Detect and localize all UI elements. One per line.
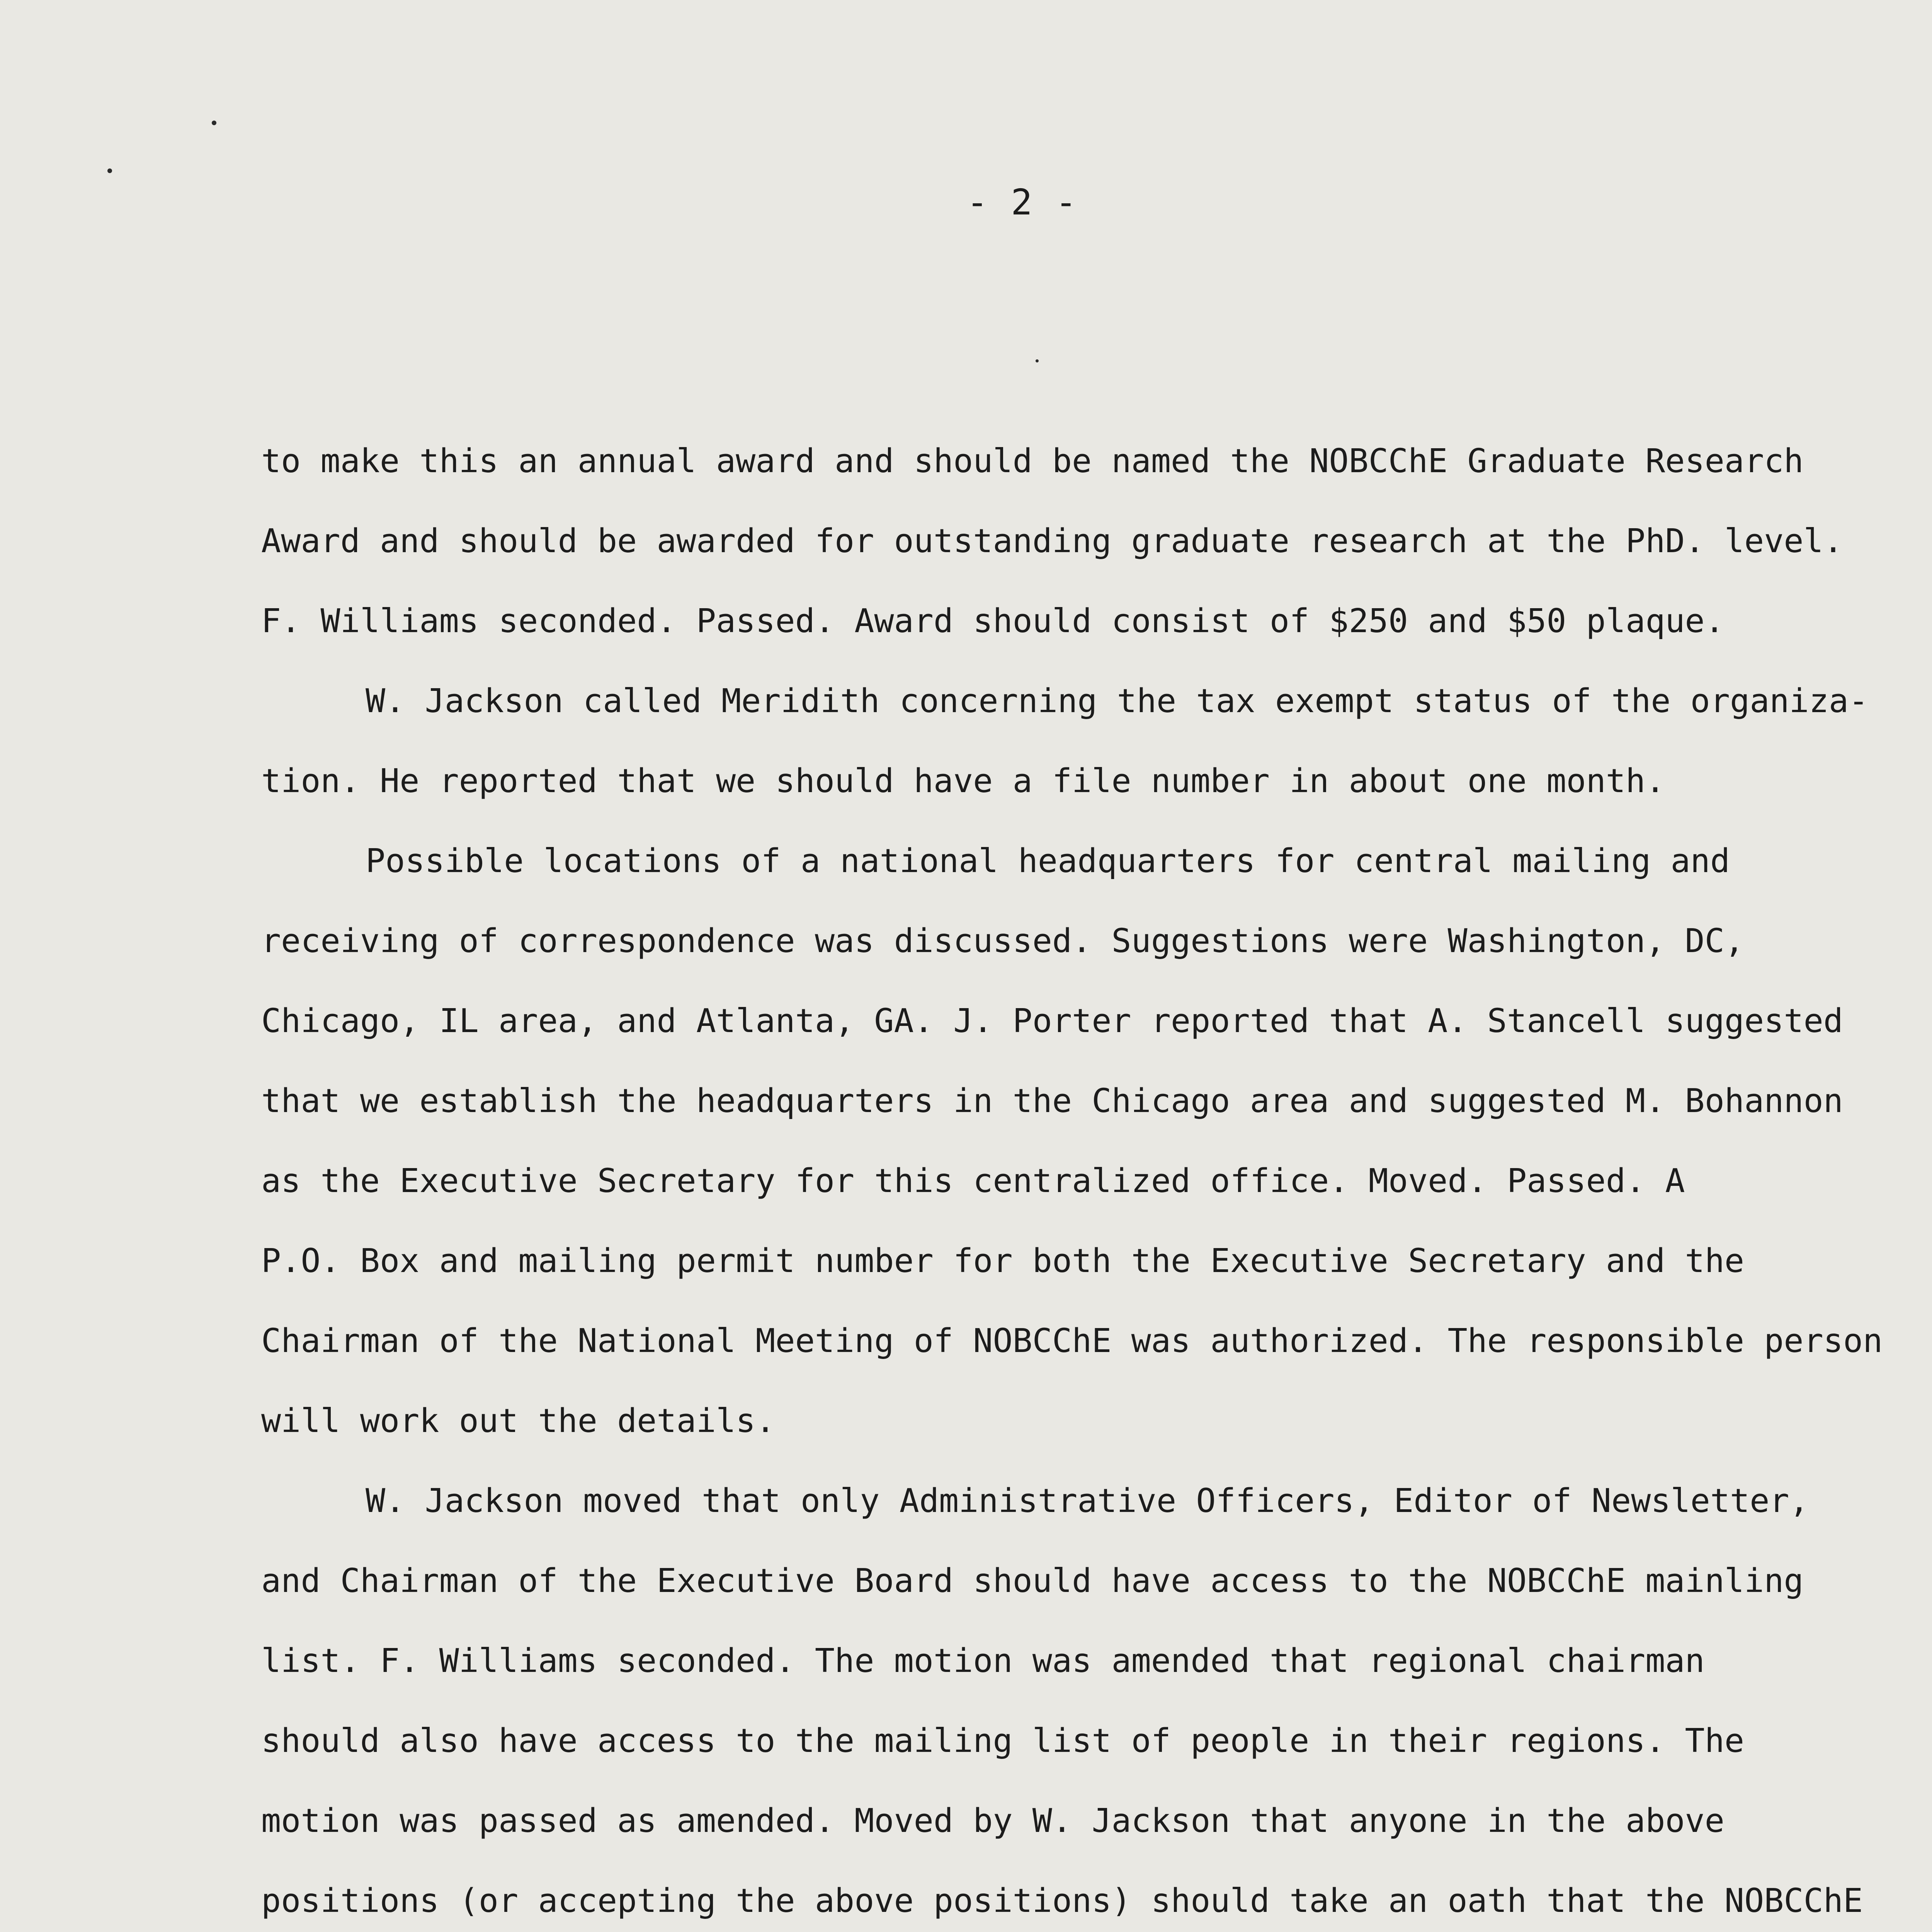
- paragraph-award: to make this an annual award and should be named the NOBCChE Graduate Research Award and should be awarded for outstanding graduate research at the PhD. level. F. Williams seconded. Passed. Award should consist of $250 and $50 plaque.: [261, 442, 1843, 640]
- paragraph-mailing-list: W. Jackson moved that only Administrative Officers, Editor of Newsletter, and Chairman of the Executive Board should have access to the NOBCChE mainling list. F. Williams seconded. The motion was amended that regional chairman should also have access to the mailing list of people in their regions. The motion was passed as amended. Moved by W. Jackson that anyone in the above positions (or accepting the above positions) should take an oath that the NOBCChE: [261, 1482, 1863, 1920]
- document-body: [261, 421, 1923, 1932]
- paragraph-headquarters: Possible locations of a national headquarters for central mailing and receiving of correspondence was discussed. Suggestions were Washington, DC, Chicago, IL area, and Atlanta, GA. J. Porter reported that A. Stancell suggested that we establish the headquarters in the Chicago area and suggested M. Bohannon as the Executive Secretary for this centralized office. Moved. Passed. A P.O. Box and mailing permit number for both the Executive Secretary and the Chairman of the National Meeting of NOBCChE was authorized. The responsible person will work out the details.: [261, 842, 1883, 1440]
- paper-speck: [107, 168, 112, 173]
- page-number: - 2 -: [966, 182, 1078, 223]
- paper-speck: [1036, 359, 1039, 362]
- paper-speck: [212, 121, 216, 125]
- paragraph-tax-exempt: W. Jackson called Meridith concerning the tax exempt status of the organiza- tion. He reported that we should have a file number in about one month.: [261, 682, 1869, 800]
